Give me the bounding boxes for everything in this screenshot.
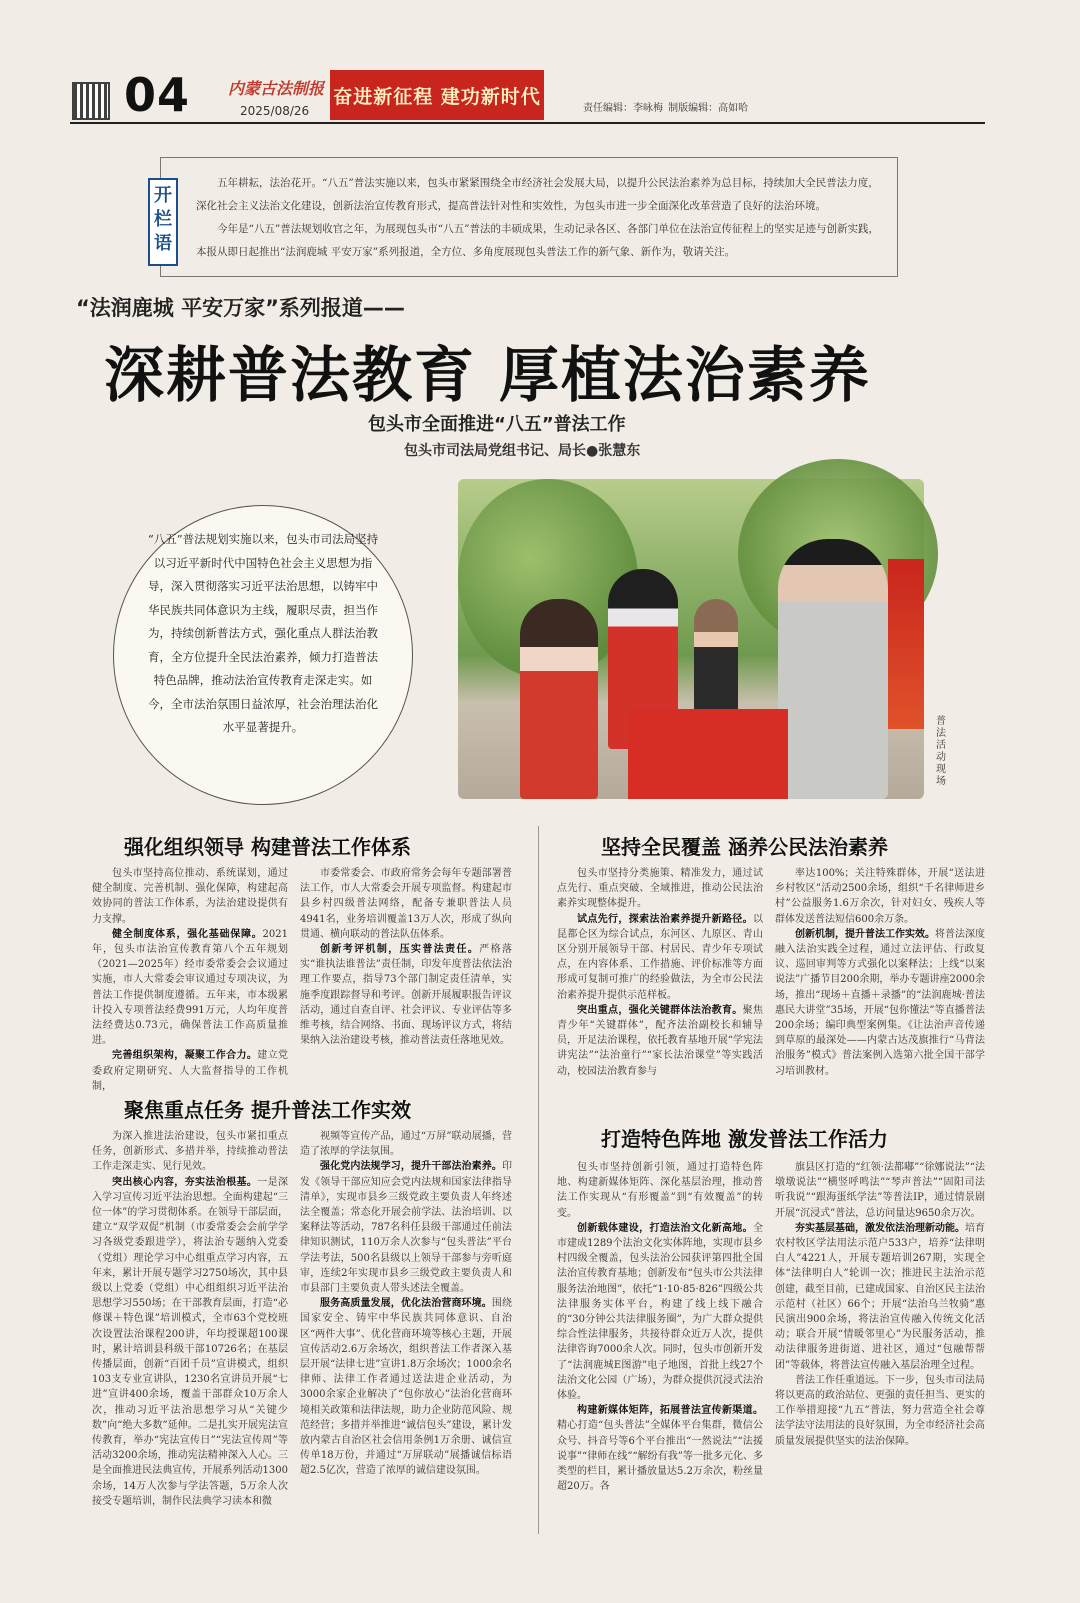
section-column	[92, 1129, 288, 1529]
section-column	[300, 1129, 512, 1529]
intro-text	[196, 172, 886, 264]
paragraph: 旗县区打造的“红领·法都嘟”“徐娜说法”“法墩墩说法”“横竖呼鸣法”“琴声普法”“固阳司法听我说”“跟海蛋纸学法”等普法IP，通过情景剧开展“沉浸式”普法，总访问量达9650余万次。	[775, 1162, 985, 1219]
paragraph: 突出核心内容，夯实法治根基。一是深入学习宣传习近平法治思想。全面构建起“三位一体”的学习贯彻体系。在领导干部层面，建立“双学双促”机制（市委常委会会前学学习各级党委跟进学），将法治专题纳入党委（党组）理论学习中心组重点学习内容，五年来，累计开展专题学习2750场次，其中县级以上党委（党组）中心组组织习近平法治思想学习550场；在干部教育层面，打造“必修课＋特色课”培训模式，全市63个党校班次设置法治课程200讲，年均授课超100课时，累计培训县科级干部10726名；在基层传播层面，创新“百团千员”宣讲模式，组织103支专业宣讲队，1230名宣讲员开展“七进”宣讲400余场，覆盖干部群众10万余人次，推动习近平法治思想学习从“关键少数”向“绝大多数”延伸。二是扎实开展宪法宣传教育，举办“宪法宣传日”“宪法宣传周”等活动3200余场，推动宪法精神深入人心。三是全面推进民法典宣传，开展系列活动1300余场，14万人次参与学法答题，5万余人次接受专题培训，制作民法典学习读本和微	[92, 1176, 288, 1507]
paragraph: 健全制度体系，强化基础保障。2021年，包头市法治宣传教育第八个五年规划（2021—2025年）经市委常委会会议通过实施，市人大常委会审议通过专项决议，为普法工作提供制度遵循。五年来，市本级累计投入专项普法经费991万元，人均年度普法经费达0.73元，确保普法工作高质量推进。	[92, 928, 288, 1047]
paragraph: 普法工作任重道远。下一步，包头市司法局将以更高的政治站位、更强的责任担当、更实的工作举措迎接“九五”普法，努力营造全社会尊法学法守法用法的良好氛围，为全市经济社会高质量发展提供坚实的法治保障。	[775, 1374, 985, 1447]
editors-credit: 责任编辑：李咏梅 制版编辑：高如哈	[583, 103, 749, 114]
byline: 包头市司法局党组书记、局长●张慧东	[404, 443, 641, 459]
paragraph: 强化党内法规学习，提升干部法治素养。印发《领导干部应知应会党内法规和国家法律指导清单》，实现市县乡三级党政主要负责人年终述法全覆盖；常态化开展会前学法、法治培训、以案释法等活动，787名科任县级干部通过任前法律知识测试，110万余人次参与“包头普法”平台学法考法，500名县级以上领导干部参与旁听庭审，连续2年实现市县乡三级党政主要负责人和市县部门主要负责人带头述法全覆盖。	[300, 1161, 512, 1295]
section-title: 坚持全民覆盖 涵养公民法治素养	[601, 835, 888, 859]
paragraph: 包头市坚持分类施策、精准发力，通过试点先行、重点突破、全域推进，推动公民法治素养实现整体提升。	[557, 868, 763, 910]
event-photo	[458, 479, 924, 799]
column-divider	[538, 826, 539, 1534]
section-column	[92, 866, 288, 1092]
paragraph: 市委常委会、市政府常务会每年专题部署普法工作，市人大常委会开展专项监督。构建起市县乡村四级普法网络，配备专兼职普法人员4941名，业务培训覆盖13万人次，形成了纵向贯通、横向联动的普法队伍体系。	[300, 868, 512, 940]
photo-caption: 普法活动现场	[936, 716, 946, 787]
lead-quote: “八五”普法规划实施以来，包头市司法局坚持以习近平新时代中国特色社会主义思想为指导，深入贯彻落实习近平法治思想，以铸牢中华民族共同体意识为主线，履职尽责，担当作为，持续创新普法方式，强化重点人群法治教育，全方位提升全民法治素养，倾力打造普法特色品牌，推动法治宣传教育走深走实。如今，全市法治氛围日益浓厚，社会治理法治化水平显著提升。	[147, 532, 379, 734]
page-number: 04	[124, 68, 191, 122]
paragraph: 突出重点，强化关键群体法治教育。聚焦青少年“关键群体”，配齐法治副校长和辅导员，开足法治课程，依托教育基地开展“学宪法讲宪法”“法治童行”“家长法治课堂”等实践活动，校园法治教育参与	[557, 1004, 764, 1077]
photo-person	[520, 599, 598, 799]
newspaper-name: 内蒙古法制报	[228, 79, 325, 98]
paragraph: 包头市坚持创新引领，通过打造特色阵地、构建新媒体矩阵、深化基层治理，推动普法工作实现从“有形覆盖”到“有效覆盖”的转变。	[557, 1162, 763, 1219]
paragraph: 服务高质量发展，优化法治营商环境。围绕国家安全、铸牢中华民族共同体意识、自治区“两件大事”、优化营商环境等核心主题，开展宣传活动2.6万余场次，组织普法工作者深入基层开展“法律七进”宣讲1.8万余场次；1000余名律师、法律工作者通过送法进企业活动，为3000余家企业解决了“包你放心”法治化营商环境相关政策和法律法规，助力企业防范风险、规范经营；多措并举推进“诚信包头”建设，累计发放内蒙古自治区社会信用条例1万余册、诚信宣传单18万份，并通过“万屏联动”展播诚信标语超2.5亿次，营造了浓厚的诚信建设氛围。	[300, 1298, 513, 1477]
section-title: 强化组织领导 构建普法工作体系	[124, 835, 411, 859]
paragraph: 创新机制，提升普法工作实效。将普法深度融入法治实践全过程，通过立法评估、行政复议、巡回审判等方式强化以案释法；上线“以案说法”广播节目200余期，举办专题讲座2000余场，推出“现场＋直播＋录播”的“法润鹿城·普法惠民大讲堂”35场，开展“包你懂法”等直播普法200余场；编印典型案例集。《让法治声音传递到草原的最深处——内蒙古达茂旗推行“马背法治服务”模式》普法案例入选第六批全国干部学习培训教材。	[775, 928, 985, 1077]
section-column	[557, 866, 763, 1086]
section-column	[775, 1160, 985, 1530]
paragraph: 为深入推进法治建设，包头市紧扣重点任务，创新形式、多措并举，持续推动普法工作走深走实、见行见效。	[92, 1131, 288, 1173]
intro-paragraph: 五年耕耘，法治花开。“八五”普法实施以来，包头市紧紧围绕全市经济社会发展大局，以提升公民法治素养为总目标，持续加大全民普法力度，深化社会主义法治文化建设，创新法治宣传教育形式，提高普法针对性和实效性，为包头市进一步全面深化改革营造了良好的法治环境。	[196, 177, 879, 212]
paragraph: 试点先行，探索法治素养提升新路径。以昆都仑区为综合试点，东河区、九原区、青山区分别开展领导干部、村居民、青少年专项试点，在内容体系、工作措施、评价标准等方面形成可复制可推广的经验做法，为全市公民法治素养提升提供示范样板。	[557, 913, 763, 1001]
intro-paragraph: 今年是“八五”普法规划收官之年，为展现包头市“八五”普法的丰硕成果，生动记录各区、各部门单位在法治宣传征程上的坚实足迹与创新实践，本报从即日起推出“法润鹿城 平安万家”系列报道，全方位、多角度展现包头普法工作的新气象、新作为，敬请关注。	[196, 223, 879, 258]
paragraph: 包头市坚持高位推动、系统谋划，通过健全制度、完善机制、强化保障，构建起高效协同的普法工作体系，为法治建设提供有力支撑。	[92, 868, 288, 925]
issue-date: 2025/08/26	[240, 104, 310, 118]
main-headline: 深耕普法教育 厚植法治素养	[104, 341, 871, 411]
section-column	[775, 866, 985, 1086]
paragraph: 夯实基层基础，激发依法治理新动能。培育农村牧区学法用法示范户533户，培养“法律明白人”4221人，开展专题培训267期，实现全体“法律明白人”轮训一次；推进民主法治示范创建，截至目前，已建成国家、自治区民主法治示范村（社区）66个；开展“法治乌兰牧骑”惠民演出900余场，将法治宣传融入传统文化活动；联合开展“情暖邻里心”为民服务活动，推动法律服务进街道、进社区，通过“包融帮帮团”等载体，将普法宣传融入基层治理全过程。	[775, 1222, 985, 1371]
intro-tag: 开栏语	[148, 178, 178, 266]
section-column	[557, 1160, 763, 1530]
paragraph: 构建新媒体矩阵，拓展普法宣传新渠道。精心打造“包头普法”全媒体平台集群，微信公众号、抖音号等6个平台推出“一然说法”“法援说事”“律师在线”“解纷有我”等一批多元化、多类型的栏目，累计播放量达5.2万余次，粉丝量超20万。各	[557, 1405, 763, 1493]
section-title: 聚焦重点任务 提升普法工作实效	[124, 1098, 411, 1122]
paragraph: 视频等宣传产品，通过“万屏”联动展播，营造了浓厚的学法氛围。	[300, 1131, 512, 1158]
photo-flag	[888, 559, 924, 729]
paragraph: 率达100%；关注特殊群体，开展“送法进乡村牧区”活动2500余场，组织“千名律师进乡村”公益服务1.6万余次，针对妇女、残疾人等群体发送普法短信600余万条。	[775, 868, 985, 925]
slogan-banner: 奋进新征程 建功新时代	[330, 70, 544, 120]
qr-code-icon	[72, 82, 110, 120]
photo-table	[628, 709, 788, 799]
section-title: 打造特色阵地 激发普法工作活力	[601, 1127, 888, 1151]
paragraph: 创新考评机制，压实普法责任。严格落实“谁执法谁普法”责任制，印发年度普法依法治理工作要点，指导73个部门制定责任清单，实施季度跟踪督导和考评。创新开展履职报告评议活动，通过自查自评、社会评议、专业评估等多维考核，结合网络、书面、现场评议方式，将结果纳入法治建设考核，推动普法责任落地见效。	[300, 944, 512, 1047]
section-column	[300, 866, 512, 1086]
header-divider	[70, 122, 985, 124]
photo-person	[778, 539, 888, 799]
paragraph: 完善组织架构，凝聚工作合力。建立党委政府定期研究、人大监督指导的工作机制，	[92, 1050, 288, 1092]
paragraph: 创新载体建设，打造法治文化新高地。全市建成1289个法治文化实体阵地，实现市县乡村四级全覆盖，包头法治公园获评第四批全国法治宣传教育基地；创新发布“包头市公共法律服务法治地图”，依托“1·10·85·826”四级公共法律服务实体平台，构建了线上线下融合的“30分钟公共法律服务圈”，为广大群众提供综合性法律服务，共接待群众近万人次，提供法律咨询7000余人次。同时，包头市创新开发了“法润鹿城E图游”电子地图，首批上线27个法治文化公园（广场），为群众提供沉浸式法治体验。	[557, 1222, 763, 1402]
series-kicker: “法润鹿城 平安万家”系列报道——	[76, 296, 405, 320]
sub-headline: 包头市全面推进“八五”普法工作	[368, 414, 626, 435]
